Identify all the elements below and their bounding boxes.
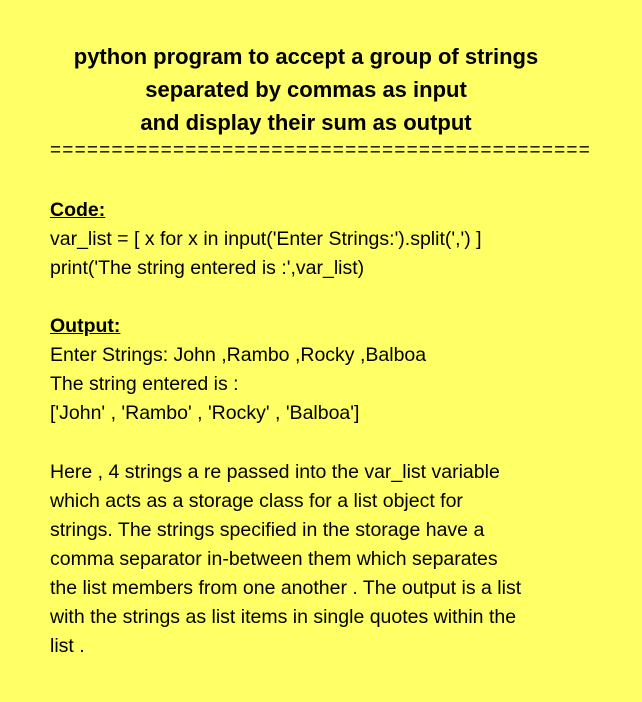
title-line-2: separated by commas as input bbox=[145, 77, 467, 102]
explanation-paragraph bbox=[50, 458, 521, 661]
output-section bbox=[50, 312, 426, 428]
output-line: ['John' , 'Rambo' , 'Rocky' , 'Balboa'] bbox=[50, 402, 360, 424]
code-heading: Code: bbox=[50, 199, 106, 221]
explanation-line: list . bbox=[50, 635, 85, 657]
explanation-line: the list members from one another . The output is a list bbox=[50, 577, 522, 599]
divider: ============================================ bbox=[50, 140, 592, 161]
page-title bbox=[0, 40, 612, 139]
code-section bbox=[50, 196, 482, 283]
explanation-line: Here , 4 strings a re passed into the var_list variable bbox=[50, 461, 500, 483]
explanation-line: with the strings as list items in single quotes within the bbox=[50, 606, 517, 628]
explanation-line: comma separator in-between them which separates bbox=[50, 548, 498, 570]
output-heading: Output: bbox=[50, 315, 121, 337]
code-line: print('The string entered is :',var_list) bbox=[50, 257, 365, 279]
output-line: The string entered is : bbox=[50, 373, 239, 395]
explanation-line: which acts as a storage class for a list object for bbox=[50, 490, 463, 512]
title-line-3: and display their sum as output bbox=[140, 110, 472, 135]
explanation-line: strings. The strings specified in the storage have a bbox=[50, 519, 485, 541]
title-line-1: python program to accept a group of strings bbox=[73, 44, 539, 69]
output-line: Enter Strings: John ,Rambo ,Rocky ,Balboa bbox=[50, 344, 427, 366]
code-line: var_list = [ x for x in input('Enter Strings:').split(',') ] bbox=[50, 228, 482, 250]
